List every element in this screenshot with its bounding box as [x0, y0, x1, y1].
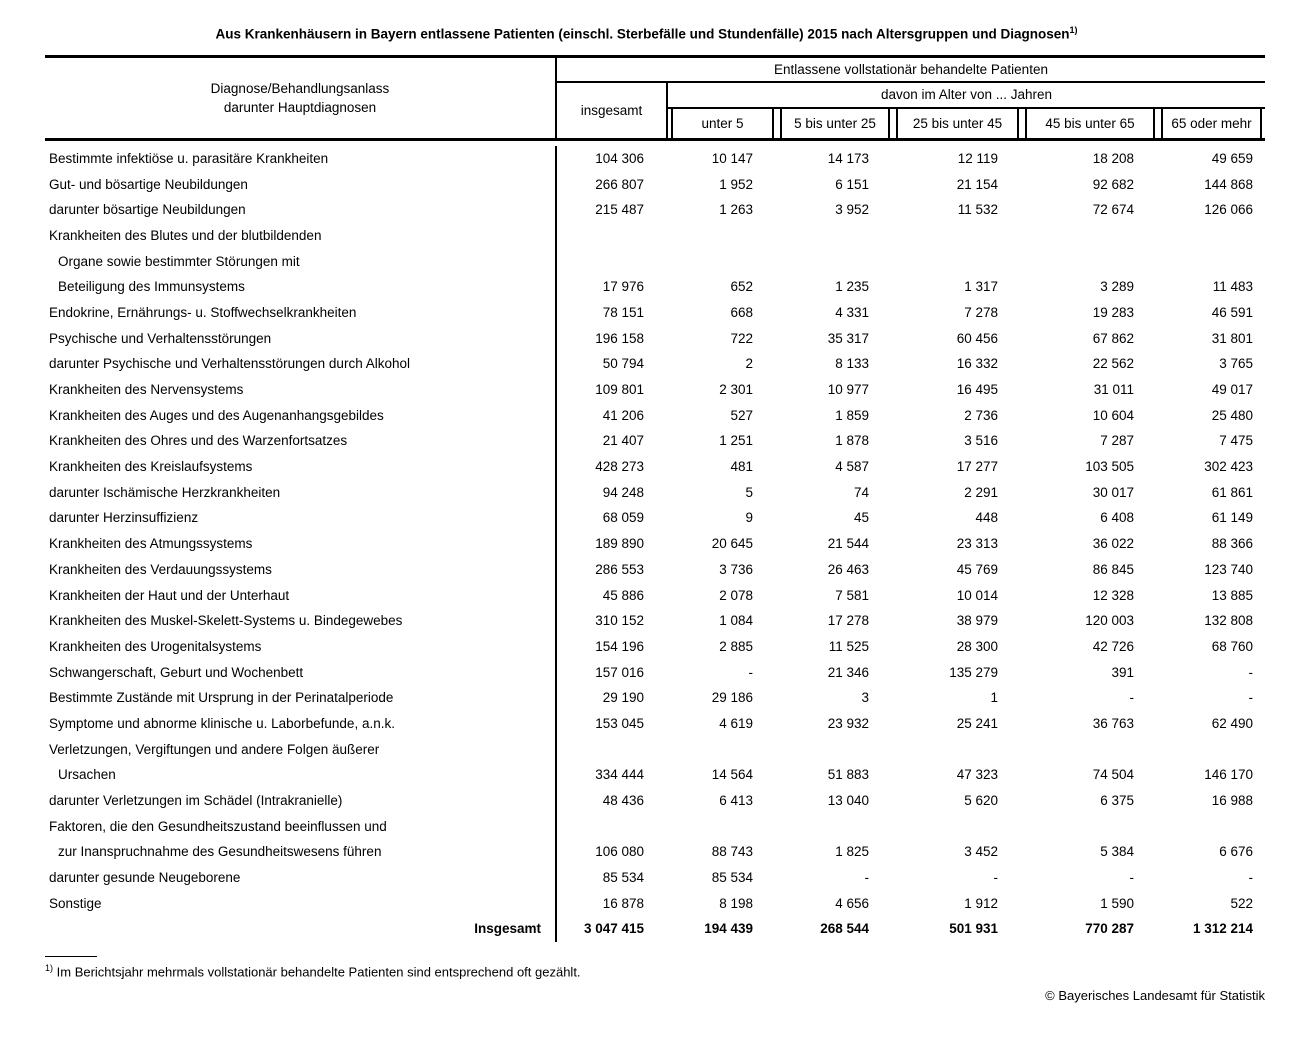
row-value: 668 [730, 304, 753, 320]
row-value: 36 763 [1092, 715, 1134, 731]
table-row [45, 402, 1265, 428]
row-value: 2 736 [964, 407, 998, 423]
row-label: darunter bösartige Neubildungen [45, 197, 557, 223]
row-value: 21 544 [827, 536, 869, 552]
table-row [45, 454, 1265, 480]
row-label: darunter gesunde Neugeborene [45, 865, 557, 891]
row-label: Krankheiten des Urogenitalsystems [45, 634, 557, 660]
row-value: 135 279 [949, 664, 998, 680]
row-value: - [1248, 664, 1253, 680]
row-value: 5 384 [1100, 844, 1134, 860]
row-value: 6 375 [1100, 793, 1134, 809]
copyright: © Bayerisches Landesamt für Statistik [1045, 988, 1265, 1004]
row-value: 49 017 [1211, 382, 1253, 398]
row-label: Organe sowie bestimmter Störungen mit [45, 248, 557, 274]
row-value: 109 801 [595, 382, 644, 398]
row-value: 88 366 [1211, 536, 1253, 552]
header-age-col-45to65: 45 bis unter 65 [1025, 109, 1155, 138]
row-value: 2 078 [719, 587, 753, 603]
row-value: 10 147 [711, 150, 753, 166]
row-value: 17 277 [956, 459, 998, 475]
row-value: 21 346 [827, 664, 869, 680]
row-value: 8 133 [835, 356, 869, 372]
row-value: 74 504 [1092, 767, 1134, 783]
row-value: 268 544 [820, 921, 869, 937]
row-value: 47 323 [956, 767, 998, 783]
table-row [45, 274, 1265, 300]
row-value: 481 [730, 459, 753, 475]
row-value: 25 480 [1211, 407, 1253, 423]
row-value: 85 534 [711, 870, 753, 886]
row-value: 35 317 [827, 330, 869, 346]
row-value: 1 859 [835, 407, 869, 423]
row-value: 1 084 [719, 613, 753, 629]
table-row [45, 428, 1265, 454]
row-label: zur Inanspruchnahme des Gesundheitswesens führen [45, 839, 557, 865]
row-value: 61 861 [1211, 484, 1253, 500]
row-value: 1 590 [1100, 895, 1134, 911]
row-value: 23 932 [827, 715, 869, 731]
row-value: 120 003 [1085, 613, 1134, 629]
row-value: 1 878 [835, 433, 869, 449]
header-age-col-under5: unter 5 [671, 109, 774, 138]
row-value: 49 659 [1211, 150, 1253, 166]
row-value: 30 017 [1092, 484, 1134, 500]
row-value: 1 912 [964, 895, 998, 911]
row-value: 42 726 [1092, 638, 1134, 654]
row-value: 302 423 [1204, 459, 1253, 475]
row-value: 31 801 [1211, 330, 1253, 346]
row-value: 50 794 [602, 356, 644, 372]
row-value: 103 505 [1085, 459, 1134, 475]
header-age-col-wrap [893, 109, 1022, 138]
row-value: 6 151 [835, 176, 869, 192]
row-value: 20 645 [711, 536, 753, 552]
row-value: - [1248, 690, 1253, 706]
row-label: Krankheiten des Verdauungssystems [45, 557, 557, 583]
footer-area [45, 956, 1265, 1003]
row-value: 16 878 [602, 895, 644, 911]
row-label: Krankheiten des Atmungssystems [45, 531, 557, 557]
row-label: Bestimmte infektiöse u. parasitäre Krankheiten [45, 146, 557, 172]
row-value: 157 016 [595, 664, 644, 680]
row-value: 2 301 [719, 382, 753, 398]
footnote-marker: 1) [45, 962, 54, 973]
footnote-text: Im Berichtsjahr mehrmals vollstationär behandelte Patienten sind entsprechend oft gezählt. [56, 964, 581, 980]
row-value: 41 206 [602, 407, 644, 423]
row-value: 1 251 [719, 433, 753, 449]
row-value: 3 289 [1100, 279, 1134, 295]
table-row [45, 916, 1265, 942]
row-value: 194 439 [704, 921, 753, 937]
header-age-col-wrap [777, 109, 893, 138]
table-row [45, 890, 1265, 916]
table-row [45, 813, 1265, 839]
row-value: 1 235 [835, 279, 869, 295]
row-value: 722 [730, 330, 753, 346]
row-label: Endokrine, Ernährungs- u. Stoffwechselkrankheiten [45, 300, 557, 326]
table-row [45, 557, 1265, 583]
row-label: Bestimmte Zustände mit Ursprung in der Perinatalperiode [45, 685, 557, 711]
row-value: 16 988 [1211, 793, 1253, 809]
row-value: 16 495 [956, 382, 998, 398]
header-age-col-wrap [668, 109, 777, 138]
row-value: 1 263 [719, 202, 753, 218]
table-row [45, 839, 1265, 865]
row-value: 74 [853, 484, 869, 500]
row-value: 85 534 [602, 870, 644, 886]
table-header [45, 55, 1265, 141]
row-label: Symptome und abnorme klinische u. Laborbefunde, a.n.k. [45, 711, 557, 737]
row-value: 1 [990, 690, 998, 706]
row-value: 7 475 [1219, 433, 1253, 449]
row-value: 123 740 [1204, 561, 1253, 577]
header-age-group: davon im Alter von ... Jahren [668, 83, 1265, 109]
row-value: 26 463 [827, 561, 869, 577]
row-value: 527 [730, 407, 753, 423]
row-value: - [1129, 690, 1134, 706]
row-value: 62 490 [1211, 715, 1253, 731]
row-value: 1 312 214 [1192, 921, 1253, 937]
row-value: 51 883 [827, 767, 869, 783]
table-row [45, 582, 1265, 608]
table-row [45, 146, 1265, 172]
row-value: - [1129, 870, 1134, 886]
row-value: 13 040 [827, 793, 869, 809]
row-value: 126 066 [1204, 202, 1253, 218]
header-age-boxes [668, 109, 1265, 138]
table-row [45, 505, 1265, 531]
row-value: 38 979 [956, 613, 998, 629]
row-value: 770 287 [1085, 921, 1134, 937]
row-value: 25 241 [956, 715, 998, 731]
table-row [45, 479, 1265, 505]
row-value: 3 516 [964, 433, 998, 449]
row-value: 652 [730, 279, 753, 295]
row-value: 2 885 [719, 638, 753, 654]
row-value: 45 769 [956, 561, 998, 577]
header-diagnose-line2: darunter Hauptdiagnosen [223, 99, 377, 115]
row-value: 29 186 [711, 690, 753, 706]
row-value: 106 080 [595, 844, 644, 860]
row-label: darunter Ischämische Herzkrankheiten [45, 479, 557, 505]
row-label: Ursachen [45, 762, 557, 788]
row-value: 12 328 [1092, 587, 1134, 603]
row-value: 6 413 [719, 793, 753, 809]
header-age-col-65plus: 65 oder mehr [1161, 109, 1262, 138]
row-value: 14 173 [827, 150, 869, 166]
header-age-col-5to25: 5 bis unter 25 [780, 109, 890, 138]
row-value: 6 676 [1219, 844, 1253, 860]
row-value: - [748, 664, 753, 680]
row-label: Krankheiten des Blutes und der blutbildenden [45, 223, 557, 249]
header-total-col: insgesamt [557, 83, 668, 138]
row-label: Krankheiten des Nervensystems [45, 377, 557, 403]
row-value: 92 682 [1092, 176, 1134, 192]
row-value: 286 553 [595, 561, 644, 577]
row-value: 5 [745, 484, 753, 500]
row-label: Psychische und Verhaltensstörungen [45, 325, 557, 351]
row-label: Gut- und bösartige Neubildungen [45, 171, 557, 197]
row-label: darunter Herzinsuffizienz [45, 505, 557, 531]
row-value: 7 581 [835, 587, 869, 603]
row-value: 428 273 [595, 459, 644, 475]
table-row [45, 531, 1265, 557]
row-value: 11 525 [828, 638, 869, 654]
title-footnote-marker: 1) [1069, 25, 1078, 35]
row-value: 21 154 [956, 176, 998, 192]
row-value: 28 300 [956, 638, 998, 654]
row-value: 8 198 [719, 895, 753, 911]
table-row [45, 634, 1265, 660]
row-value: 501 931 [949, 921, 998, 937]
row-value: 22 562 [1092, 356, 1134, 372]
row-value: 154 196 [595, 638, 644, 654]
row-value: 4 656 [835, 895, 869, 911]
row-value: 11 483 [1212, 279, 1253, 295]
row-label: Verletzungen, Vergiftungen und andere Folgen äußerer [45, 736, 557, 762]
row-value: 23 313 [956, 536, 998, 552]
row-value: 10 977 [827, 382, 869, 398]
row-value: 215 487 [595, 202, 644, 218]
row-label: darunter Psychische und Verhaltensstörungen durch Alkohol [45, 351, 557, 377]
page-title-text: Aus Krankenhäusern in Bayern entlassene Patienten (einschl. Sterbefälle und Stundenfälle) 2015 nach Altersgruppen und Diagnosen [215, 26, 1070, 42]
row-value: 1 825 [835, 844, 869, 860]
row-value: 61 149 [1211, 510, 1253, 526]
row-value: 36 022 [1092, 536, 1134, 552]
row-label: Krankheiten des Ohres und des Warzenfortsatzes [45, 428, 557, 454]
row-value: 3 736 [719, 561, 753, 577]
row-value: 334 444 [595, 767, 644, 783]
row-value: 10 604 [1092, 407, 1134, 423]
row-value: 13 885 [1211, 587, 1253, 603]
row-value: 10 014 [956, 587, 998, 603]
header-diagnose-line1: Diagnose/Behandlungsanlass [210, 80, 390, 96]
footnote-separator [45, 956, 97, 957]
page-title [0, 0, 1293, 42]
row-label: Krankheiten der Haut und der Unterhaut [45, 582, 557, 608]
row-value: 68 760 [1211, 638, 1253, 654]
table-row [45, 685, 1265, 711]
row-value: 46 591 [1211, 304, 1253, 320]
table-row [45, 608, 1265, 634]
row-value: 68 059 [602, 510, 644, 526]
row-value: 78 151 [602, 304, 644, 320]
row-value: 189 890 [595, 536, 644, 552]
row-value: 3 765 [1219, 356, 1253, 372]
row-value: 16 332 [956, 356, 998, 372]
header-age-area [668, 83, 1265, 138]
table-row [45, 659, 1265, 685]
row-value: 3 452 [964, 844, 998, 860]
row-value: 86 845 [1092, 561, 1134, 577]
row-value: - [1248, 870, 1253, 886]
row-value: 72 674 [1092, 202, 1134, 218]
row-value: 19 283 [1092, 304, 1134, 320]
row-value: 310 152 [595, 613, 644, 629]
row-value: 31 011 [1093, 382, 1134, 398]
row-value: 45 886 [602, 587, 644, 603]
table-row [45, 865, 1265, 891]
row-value: 104 306 [595, 150, 644, 166]
header-values-area [557, 58, 1265, 138]
row-value: 448 [975, 510, 998, 526]
row-value: 144 868 [1204, 176, 1253, 192]
row-value: 11 532 [957, 202, 998, 218]
row-value: 1 317 [964, 279, 998, 295]
row-label: Schwangerschaft, Geburt und Wochenbett [45, 659, 557, 685]
header-age-col-25to45: 25 bis unter 45 [896, 109, 1019, 138]
row-label: Krankheiten des Auges und des Augenanhangsgebildes [45, 402, 557, 428]
row-value: 94 248 [602, 484, 644, 500]
row-value: 18 208 [1092, 150, 1134, 166]
row-value: 48 436 [602, 793, 644, 809]
row-label: Insgesamt [45, 916, 557, 942]
row-value: 391 [1111, 664, 1134, 680]
header-patients-group: Entlassene vollstationär behandelte Patienten [557, 58, 1265, 83]
row-value: 14 564 [711, 767, 753, 783]
row-value: 266 807 [595, 176, 644, 192]
table-row [45, 788, 1265, 814]
row-value: 67 862 [1092, 330, 1134, 346]
row-label: Sonstige [45, 890, 557, 916]
row-value: 132 808 [1204, 613, 1253, 629]
row-value: 60 456 [956, 330, 998, 346]
row-label: Beteiligung des Immunsystems [45, 274, 557, 300]
row-value: - [864, 870, 869, 886]
row-label: darunter Verletzungen im Schädel (Intrakranielle) [45, 788, 557, 814]
row-value: 1 952 [719, 176, 753, 192]
table-row [45, 300, 1265, 326]
row-value: 2 [745, 356, 753, 372]
row-value: 9 [745, 510, 753, 526]
row-value: - [993, 870, 998, 886]
table-row [45, 736, 1265, 762]
row-value: 522 [1230, 895, 1253, 911]
row-value: 17 976 [602, 279, 644, 295]
header-age-col-wrap [1022, 109, 1158, 138]
row-value: 153 045 [595, 715, 644, 731]
table-row [45, 762, 1265, 788]
row-value: 146 170 [1204, 767, 1253, 783]
header-subrow [557, 83, 1265, 138]
table-row [45, 223, 1265, 249]
row-value: 21 407 [602, 433, 644, 449]
row-label: Krankheiten des Muskel-Skelett-Systems u. Bindegewebes [45, 608, 557, 634]
row-value: 7 287 [1100, 433, 1134, 449]
header-age-col-wrap [1158, 109, 1265, 138]
patients-table [45, 55, 1265, 942]
row-value: 3 047 415 [583, 921, 644, 937]
footnote [45, 963, 1265, 979]
row-value: 45 [853, 510, 869, 526]
row-label: Faktoren, die den Gesundheitszustand beeinflussen und [45, 813, 557, 839]
row-value: 3 952 [835, 202, 869, 218]
table-row [45, 711, 1265, 737]
row-value: 5 620 [964, 793, 998, 809]
row-value: 17 278 [827, 613, 869, 629]
table-row [45, 171, 1265, 197]
row-value: 4 587 [835, 459, 869, 475]
table-row [45, 377, 1265, 403]
row-value: 6 408 [1100, 510, 1134, 526]
table-row [45, 248, 1265, 274]
row-value: 88 743 [711, 844, 753, 860]
row-value: 29 190 [602, 690, 644, 706]
header-diagnose-cell [45, 58, 557, 138]
row-label: Krankheiten des Kreislaufsystems [45, 454, 557, 480]
row-value: 4 331 [835, 304, 869, 320]
table-row [45, 351, 1265, 377]
row-value: 3 [861, 690, 869, 706]
table-body [45, 141, 1265, 942]
row-value: 196 158 [595, 330, 644, 346]
row-value: 2 291 [964, 484, 998, 500]
row-value: 4 619 [719, 715, 753, 731]
table-row [45, 197, 1265, 223]
table-row [45, 325, 1265, 351]
row-value: 7 278 [964, 304, 998, 320]
row-value: 12 119 [957, 150, 998, 166]
